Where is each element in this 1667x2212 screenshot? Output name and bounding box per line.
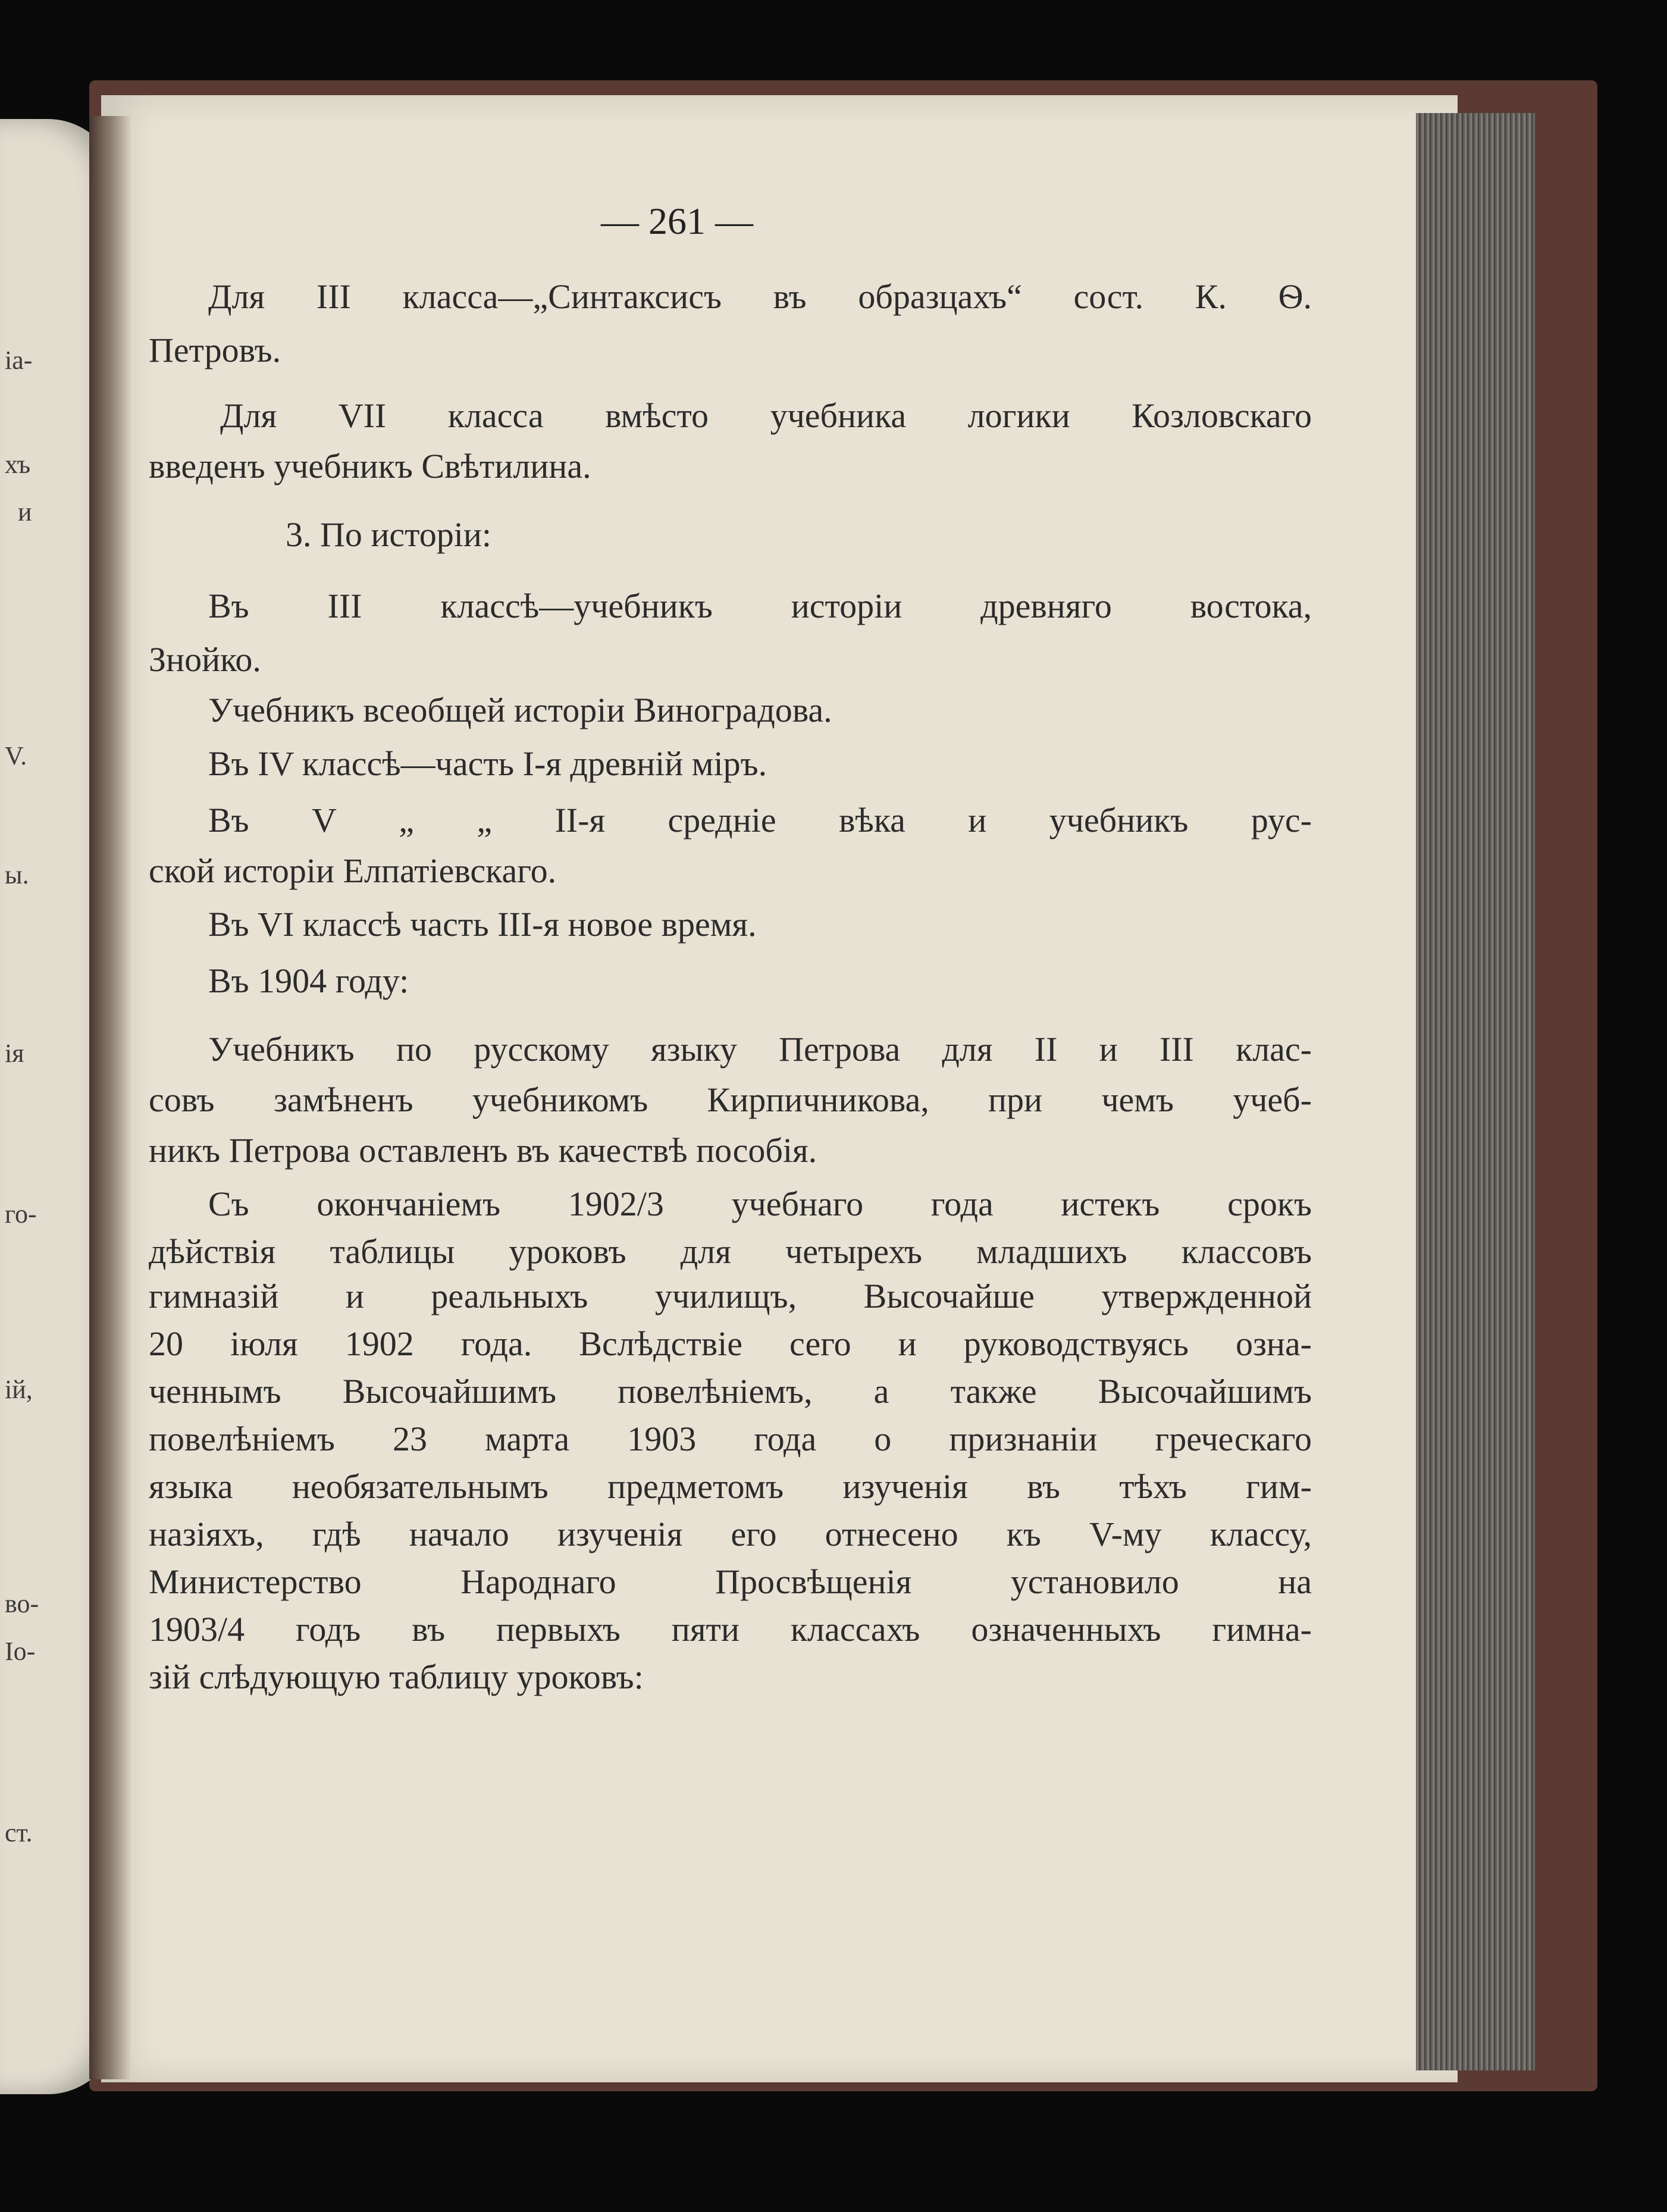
section-heading: 3. По исторіи: xyxy=(286,515,492,554)
left-margin-fragment: V. xyxy=(5,741,27,770)
text-line: гимназій и реальныхъ училищъ, Высочайше утвержденной xyxy=(149,1277,1312,1315)
left-margin-fragment: ы. xyxy=(5,860,29,889)
text-line: назіяхъ, гдѣ начало изученія его отнесено къ V-му классу, xyxy=(149,1515,1312,1553)
left-margin-fragment: ія xyxy=(5,1039,24,1068)
left-margin-fragment: іа- xyxy=(5,346,33,375)
left-margin-fragment: Іо- xyxy=(5,1637,36,1666)
text-line: 20 іюля 1902 года. Вслѣдствіе сего и руководствуясь озна- xyxy=(149,1324,1312,1363)
text-line: Въ V „ „ II-я средніе вѣка и учебникъ рус- xyxy=(208,801,1312,839)
left-margin-fragment: хъ xyxy=(5,450,31,479)
text-line: Въ IV классѣ—часть I-я древній міръ. xyxy=(208,744,767,783)
text-line: Для VII класса вмѣсто учебника логики Козловскаго xyxy=(220,396,1312,435)
text-line: повелѣніемъ 23 марта 1903 года о признаніи греческаго xyxy=(149,1420,1312,1458)
text-line: совъ замѣненъ учебникомъ Кирпичникова, при чемъ учеб- xyxy=(149,1080,1312,1119)
book-gutter xyxy=(89,116,131,2079)
left-margin-fragment: ст. xyxy=(5,1818,33,1847)
text-line: зій слѣдующую таблицу уроковъ: xyxy=(149,1658,644,1696)
left-margin-fragment: го- xyxy=(5,1199,37,1229)
text-line: дѣйствія таблицы уроковъ для четырехъ младшихъ классовъ xyxy=(149,1232,1312,1271)
text-line: ченнымъ Высочайшимъ повелѣніемъ, а также Высочайшимъ xyxy=(149,1372,1312,1411)
page-edges xyxy=(1416,113,1535,2070)
text-line: Знойко. xyxy=(149,640,261,679)
text-line: языка необязательнымъ предметомъ изученія въ тѣхъ гим- xyxy=(149,1467,1312,1506)
text-line: ской исторіи Елпатіевскаго. xyxy=(149,851,557,890)
text-line: Для III класса—„Синтаксисъ въ образцахъ“ сост. К. Ѳ. xyxy=(208,277,1312,316)
text-line: Учебникъ всеобщей исторіи Виноградова. xyxy=(208,691,832,729)
cover-edge xyxy=(1535,119,1594,2076)
left-margin-fragment: и xyxy=(18,497,32,527)
text-line: Министерство Народнаго Просвѣщенія установило на xyxy=(149,1562,1312,1601)
text-line: введенъ учебникъ Свѣтилина. xyxy=(149,447,591,485)
text-line: никъ Петрова оставленъ въ качествѣ пособія. xyxy=(149,1131,817,1170)
text-line: Петровъ. xyxy=(149,331,281,369)
text-line: Учебникъ по русскому языку Петрова для II и III клас- xyxy=(208,1030,1312,1069)
page-number: — 261 — xyxy=(601,200,753,242)
left-margin-fragment: ій, xyxy=(5,1375,33,1404)
left-margin-fragment: во- xyxy=(5,1589,39,1618)
text-line: Въ 1904 году: xyxy=(208,961,409,1000)
text-line: Съ окончаніемъ 1902/3 учебнаго года истекъ срокъ xyxy=(208,1185,1312,1223)
text-line: Въ III классѣ—учебникъ исторіи древняго востока, xyxy=(208,587,1312,625)
text-line: Въ VI классѣ часть III-я новое время. xyxy=(208,905,757,944)
text-line: 1903/4 годъ въ первыхъ пяти классахъ означенныхъ гимна- xyxy=(149,1610,1312,1649)
